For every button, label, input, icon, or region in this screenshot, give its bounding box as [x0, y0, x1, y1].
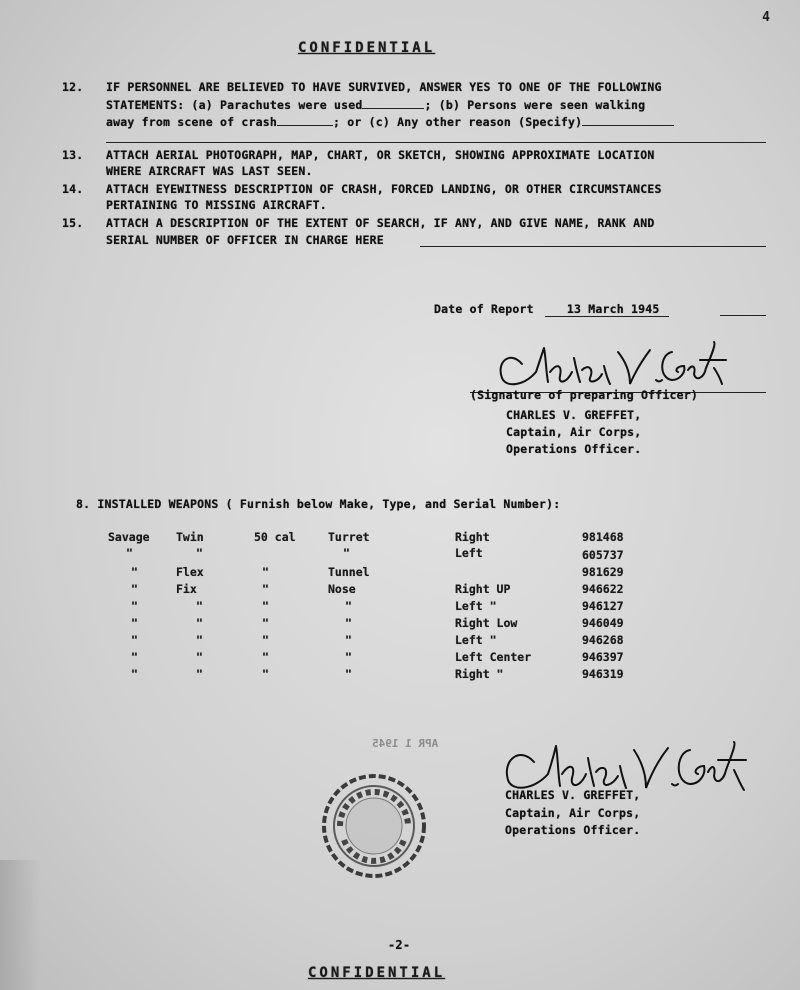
officer-rank-1: Captain, Air Corps,	[506, 425, 642, 439]
weapon-caliber: 50 cal	[254, 530, 296, 544]
weapon-serial: 946319	[582, 667, 624, 681]
weapon-make: "	[131, 667, 138, 681]
officer-name-1: CHARLES V. GREFFET,	[506, 408, 642, 422]
officer-name-2: CHARLES V. GREFFET,	[505, 788, 641, 802]
weapon-type: "	[196, 650, 203, 664]
weapon-position: Right Low	[455, 616, 518, 630]
weapon-serial: 605737	[582, 548, 624, 562]
weapon-type: Fix	[176, 582, 197, 596]
weapon-mount: "	[343, 546, 350, 560]
weapon-position: Left Center	[455, 650, 532, 664]
item-15-line-2: SERIAL NUMBER OF OFFICER IN CHARGE HERE	[106, 233, 384, 247]
weapon-type: "	[196, 599, 203, 613]
weapon-mount: Nose	[328, 582, 356, 596]
weapon-serial: 946622	[582, 582, 624, 596]
date-of-report	[434, 302, 669, 317]
weapon-type: Flex	[176, 565, 204, 579]
page-number: -2-	[388, 938, 411, 952]
weapon-type: Twin	[176, 530, 204, 544]
item-14-line-1: ATTACH EYEWITNESS DESCRIPTION OF CRASH, FORCED LANDING, OR OTHER CIRCUMSTANCES	[106, 182, 662, 196]
weapon-caliber: "	[262, 565, 269, 579]
weapon-make: "	[131, 565, 138, 579]
bleed-through-text: APR 1 1945	[372, 737, 439, 750]
classification-header: CONFIDENTIAL	[298, 40, 436, 56]
weapons-heading: 8. INSTALLED WEAPONS ( Furnish below Make, Type, and Serial Number):	[76, 497, 561, 511]
item-12-line-3	[106, 114, 674, 129]
weapon-make: "	[131, 650, 138, 664]
weapon-serial: 981629	[582, 565, 624, 579]
weapon-mount: Turret	[328, 530, 370, 544]
item-14-line-2: PERTAINING TO MISSING AIRCRAFT.	[106, 198, 327, 212]
item-12-walking-text: ; (b) Persons were seen walking	[424, 98, 646, 112]
weapon-caliber: "	[262, 633, 269, 647]
circular-stamp-seal	[318, 770, 430, 882]
weapon-caliber: "	[262, 667, 269, 681]
weapon-caliber: "	[262, 650, 269, 664]
date-label: Date of Report	[434, 302, 534, 316]
weapon-serial: 946397	[582, 650, 624, 664]
item-14-number: 14.	[62, 182, 84, 196]
weapon-make: "	[131, 582, 138, 596]
weapon-make: "	[126, 546, 133, 560]
crash-blank	[277, 114, 333, 126]
officer-title-1: Operations Officer.	[506, 442, 642, 456]
weapon-position: Left "	[455, 599, 497, 613]
item-12-number: 12.	[62, 80, 84, 94]
item-15-line-1: ATTACH A DESCRIPTION OF THE EXTENT OF SEARCH, IF ANY, AND GIVE NAME, RANK AND	[106, 216, 655, 230]
weapon-type: "	[196, 616, 203, 630]
weapon-mount: "	[345, 667, 352, 681]
classification-footer: CONFIDENTIAL	[308, 965, 446, 981]
date-value: 13 March 1945	[545, 302, 670, 317]
weapon-serial: 946268	[582, 633, 624, 647]
item-12-crash-text: away from scene of crash	[106, 115, 277, 129]
corner-mark: 4	[762, 10, 770, 25]
weapon-position: Right	[455, 530, 490, 544]
signature-caption: (Signature of preparing Officer)	[470, 388, 698, 402]
weapon-serial: 981468	[582, 530, 624, 544]
weapon-position: Right "	[455, 667, 504, 681]
item-15-number: 15.	[62, 216, 84, 230]
item-13-line-1: ATTACH AERIAL PHOTOGRAPH, MAP, CHART, OR SKETCH, SHOWING APPROXIMATE LOCATION	[106, 148, 655, 162]
weapon-type: "	[196, 546, 203, 560]
weapon-caliber: "	[262, 599, 269, 613]
weapon-mount: "	[345, 599, 352, 613]
item-13-line-2: WHERE AIRCRAFT WAS LAST SEEN.	[106, 164, 313, 178]
weapon-mount: "	[345, 650, 352, 664]
weapon-position: Left	[455, 546, 483, 560]
weapon-mount: "	[345, 616, 352, 630]
item-12-line-1: IF PERSONNEL ARE BELIEVED TO HAVE SURVIVED, ANSWER YES TO ONE OF THE FOLLOWING	[106, 80, 662, 94]
item-12-line-2	[106, 97, 645, 112]
page-edge-shadow	[0, 860, 40, 990]
weapon-make: "	[131, 599, 138, 613]
weapon-type: "	[196, 633, 203, 647]
weapon-position: Right UP	[455, 582, 511, 596]
weapon-serial: 946127	[582, 599, 624, 613]
weapon-make: "	[131, 633, 138, 647]
item-12-reason-text: ; or (c) Any other reason (Specify)	[332, 115, 583, 129]
weapon-make: Savage	[108, 530, 150, 544]
weapon-position: Left "	[455, 633, 497, 647]
item-12-parachutes-text: STATEMENTS: (a) Parachutes were used	[106, 98, 363, 112]
officer-in-charge-line	[420, 246, 766, 247]
item-12-answer-line	[106, 142, 766, 143]
weapon-serial: 946049	[582, 616, 624, 630]
date-trailing-line	[720, 315, 766, 316]
weapon-mount: Tunnel	[328, 565, 370, 579]
weapon-mount: "	[345, 633, 352, 647]
weapon-caliber: "	[262, 616, 269, 630]
weapon-caliber: "	[262, 582, 269, 596]
reason-blank	[582, 114, 674, 126]
officer-title-2: Operations Officer.	[505, 823, 641, 837]
weapon-make: "	[131, 616, 138, 630]
item-13-number: 13.	[62, 148, 84, 162]
parachutes-blank	[362, 97, 424, 109]
officer-rank-2: Captain, Air Corps,	[505, 806, 641, 820]
weapon-type: "	[196, 667, 203, 681]
